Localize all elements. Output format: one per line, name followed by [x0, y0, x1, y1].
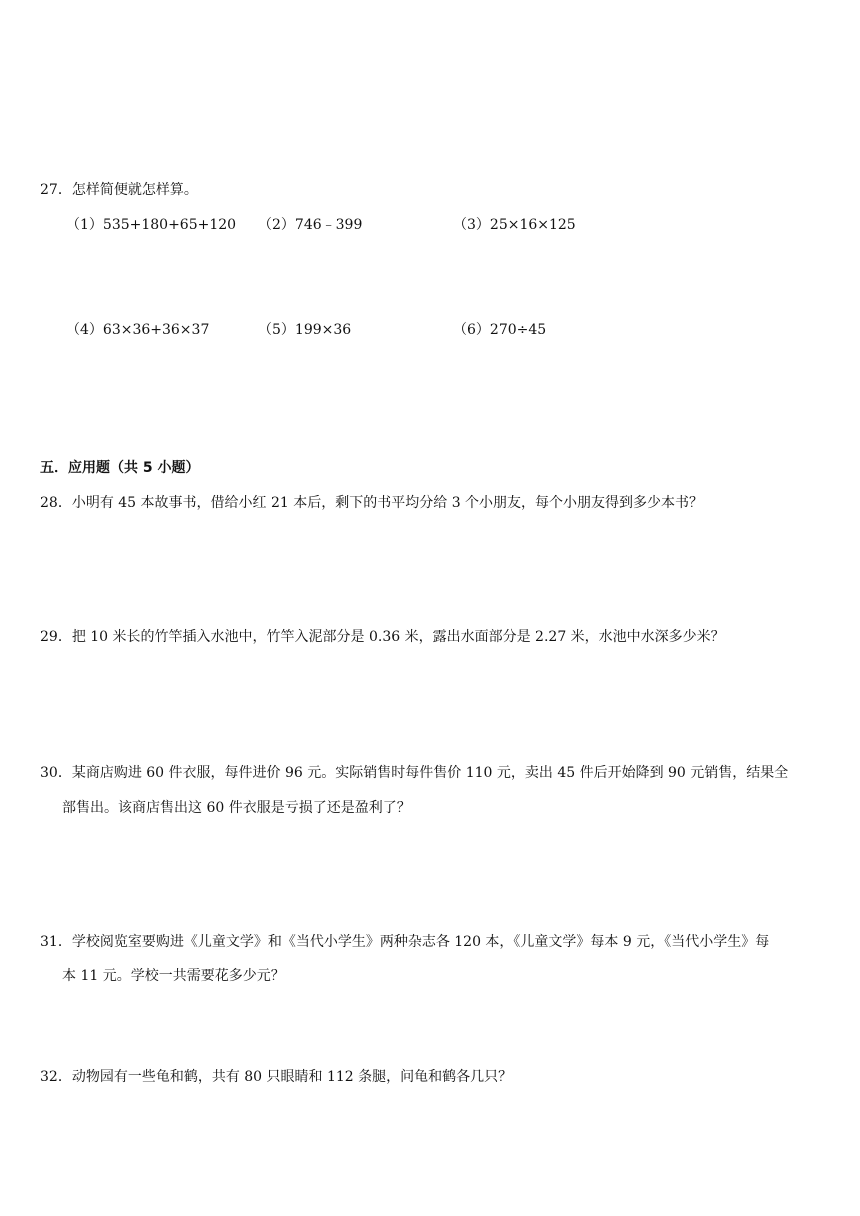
question-31-line-1: 31．学校阅览室要购进《儿童文学》和《当代小学生》两种杂志各 120 本，《儿童文学》每本 9 元，《当代小学生》每: [40, 934, 770, 950]
question-28: 28．小明有 45 本故事书，借给小红 21 本后，剩下的书平均分给 3 个小朋友，每个小朋友得到多少本书？: [40, 495, 704, 511]
question-27-stem: 27．怎样简便就怎样算。: [40, 182, 198, 198]
question-27-item-3: （3）25×16×125: [453, 217, 576, 233]
question-27-item-6: （6）270÷45: [453, 322, 547, 338]
question-27-item-1: （1）535+180+65+120: [66, 217, 237, 233]
question-30-line-2: 部售出。该商店售出这 60 件衣服是亏损了还是盈利了？: [62, 800, 411, 816]
question-27-item-5: （5）199×36: [258, 322, 352, 338]
question-31-line-2: 本 11 元。学校一共需要花多少元？: [62, 968, 285, 984]
section-heading: 五．应用题（共 5 小题）: [40, 460, 200, 476]
question-29: 29．把 10 米长的竹竿插入水池中，竹竿入泥部分是 0.36 米，露出水面部分是 2.27 米，水池中水深多少米？: [40, 629, 725, 645]
question-30-line-1: 30．某商店购进 60 件衣服，每件进价 96 元。实际销售时每件售价 110 元，卖出 45 件后开始降到 90 元销售，结果全: [40, 765, 789, 781]
question-27-item-4: （4）63×36+36×37: [66, 322, 210, 338]
question-32: 32．动物园有一些龟和鹤，共有 80 只眼睛和 112 条腿，问龟和鹤各几只？: [40, 1069, 513, 1085]
question-27-item-2: （2）746﹣399: [258, 217, 363, 233]
